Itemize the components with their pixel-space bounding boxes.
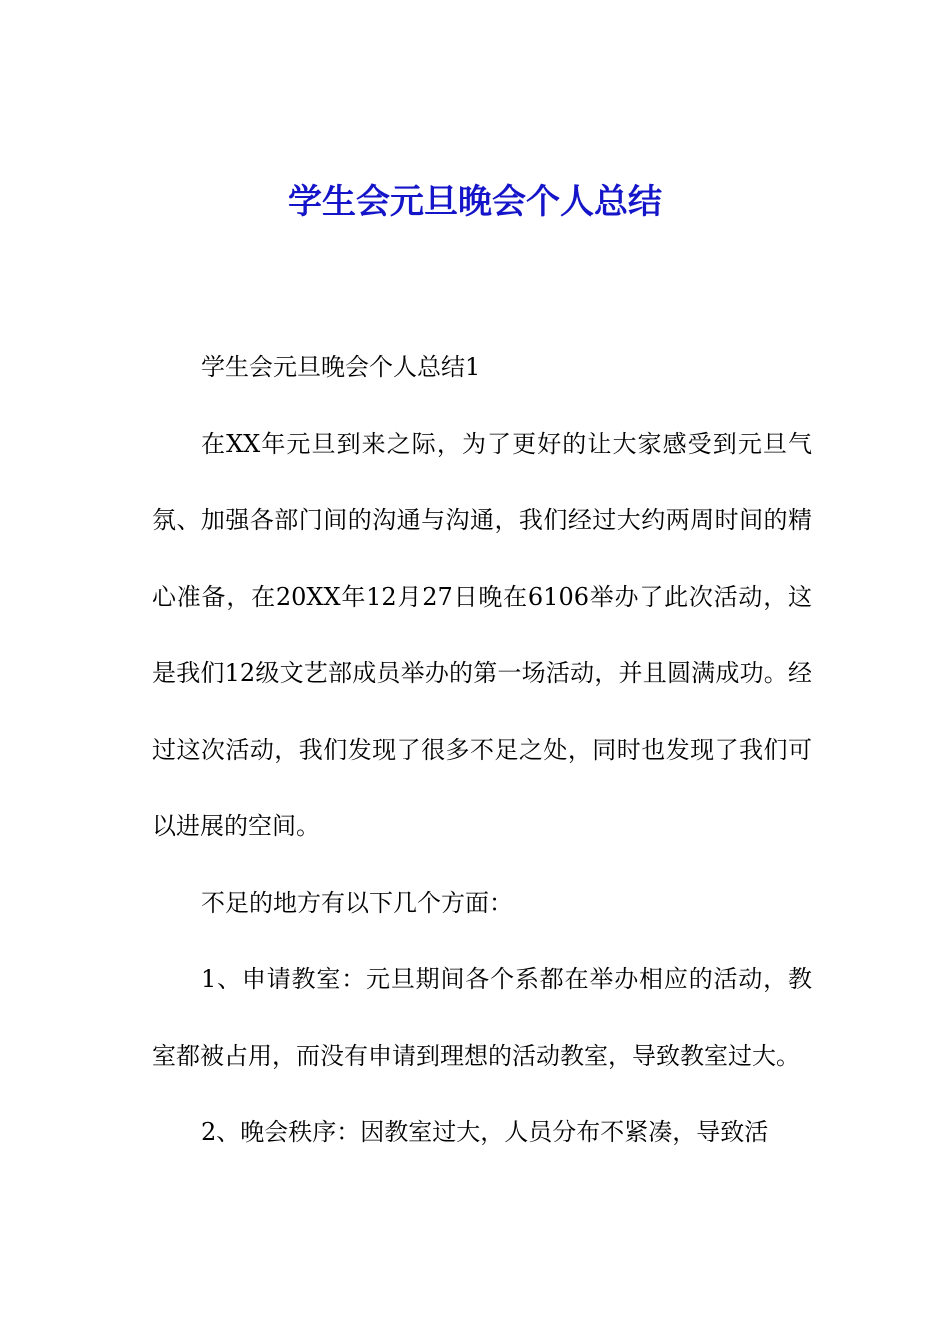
section-heading: 学生会元旦晚会个人总结1 [201, 353, 481, 381]
list-item: 2、晚会秩序：因教室过大，人员分布不紧凑，导致活 [201, 1118, 769, 1146]
document-title: 学生会元旦晚会个人总结 [288, 182, 662, 222]
body-paragraph: 在XX年元旦到来之际，为了更好的让大家感受到元旦气氛、加强各部门间的沟通与沟通，我们经过大约两周时间的精心准备，在20XX年12月27日晚在6106举办了此次活动，这是我们12级文艺部成员举办的第一场活动，并且圆满成功。经过这次活动，我们发现了很多不足之处，同时也发现了我们可以进展的空间。 [152, 429, 812, 840]
body-paragraph: 不足的地方有以下几个方面： [201, 888, 513, 917]
document-body [152, 329, 812, 1171]
list-item: 1、申请教室：元旦期间各个系都在举办相应的活动，教室都被占用，而没有申请到理想的活动教室，导致教室过大。 [152, 965, 812, 1070]
